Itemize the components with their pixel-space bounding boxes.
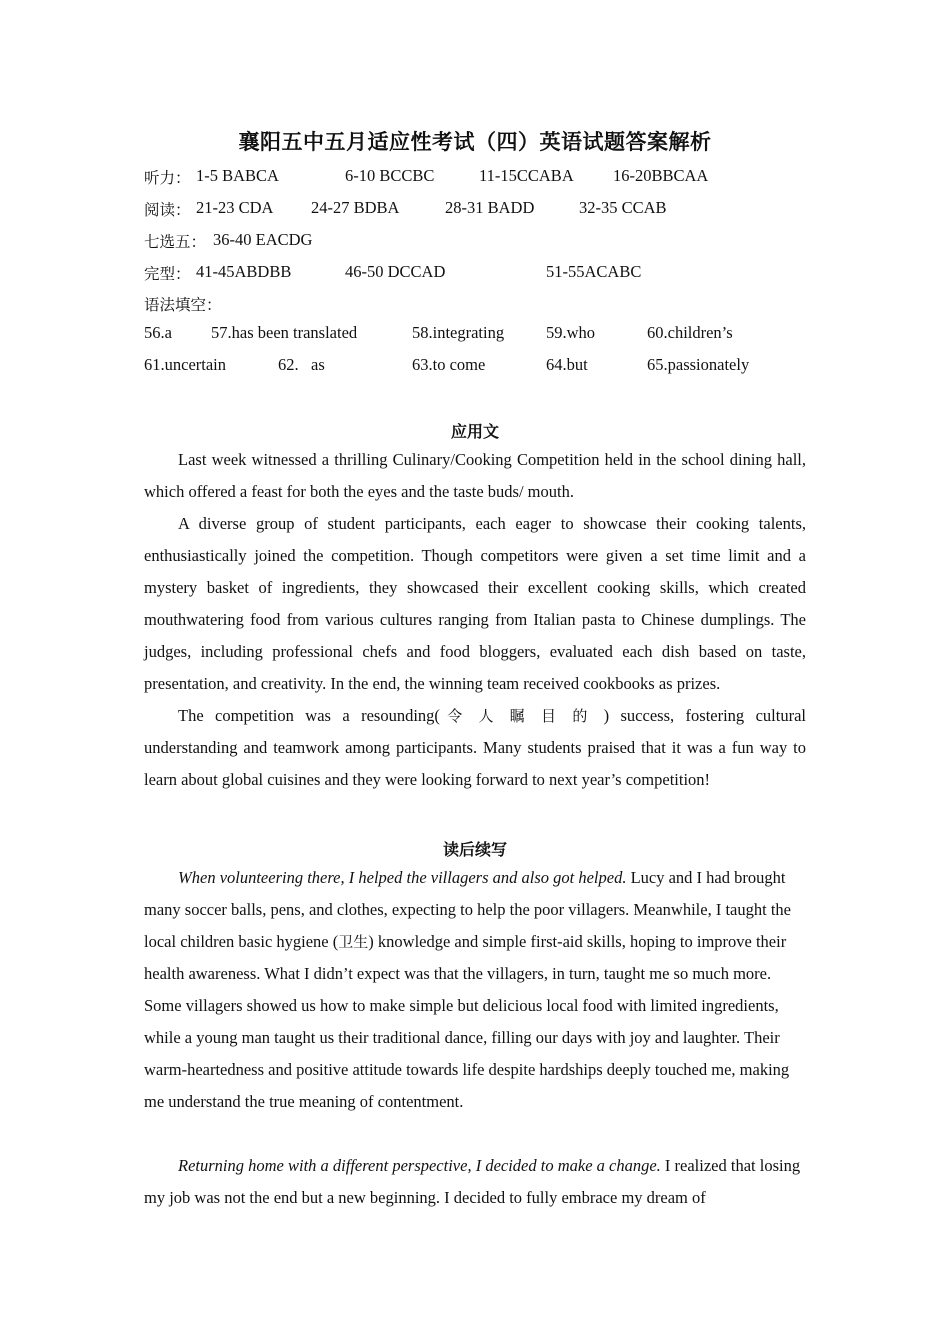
applied-writing-paragraph: Last week witnessed a thrilling Culinary/Cooking Competition held in the school dining hall, which offered a feast for both the eyes and the taste buds/ mouth. [144,450,806,501]
listening-answer: 11-15CCABA [479,166,574,185]
grammar-answers-row [144,355,806,379]
grammar-answer: 62. as [278,355,325,374]
seven-five-answer: 36-40 EACDG [213,230,313,249]
grammar-answer: 57.has been translated [211,323,358,342]
grammar-answer: 58.integrating [412,323,505,342]
paragraph-text: Lucy and I had brought many soccer balls, pens, and clothes, expecting to help the poor villagers. Meanwhile, I taught the local children basic hygiene ( [144,868,791,951]
chinese-gloss: 令人瞩目的 [439,707,604,725]
grammar-answer: 64.but [546,355,588,374]
listening-answer: 6-10 BCCBC [345,166,435,185]
grammar-label: 语法填空： [144,296,222,314]
cloze-answer: 46-50 DCCAD [345,262,446,281]
applied-writing-paragraph [144,700,806,796]
cloze-label: 完型： [144,265,191,283]
reading-answer: 32-35 CCAB [579,198,667,217]
grammar-answer: 60.children’s [647,323,733,342]
cloze-answers-row [144,262,806,286]
reading-answer: 21-23 CDA [196,198,274,217]
applied-writing-paragraph: A diverse group of student participants, each eager to showcase their cooking talents, enthusiastically joined the competition. Though competitors were given a set time limit and a mystery basket of ingredients, they showcased their excellent cooking skills, which created mouthwatering food from various cultures ranging from Italian pasta to Chinese dumplings. The judges, including professional chefs and food bloggers, evaluated each dish based on taste, presentation, and creativity. In the end, the winning team received cookbooks as prizes. [144,514,806,693]
grammar-answer: 56.a [144,323,172,342]
reading-answer: 24-27 BDBA [311,198,400,217]
reading-label: 阅读： [144,201,191,219]
grammar-answer: 65.passionately [647,355,750,374]
reading-answer: 28-31 BADD [445,198,535,217]
listening-answer: 1-5 BABCA [196,166,279,185]
page-title: 襄阳五中五月适应性考试（四）英语试题答案解析 [238,130,712,154]
grammar-answer: 61.uncertain [144,355,227,374]
continuation-paragraph [144,1150,806,1214]
cloze-answer: 41-45ABDBB [196,262,292,281]
grammar-answers-row [144,323,806,347]
opening-sentence: When volunteering there, I helped the villagers and also got helped. [178,868,627,887]
chinese-gloss: 卫生 [338,933,369,951]
seven-five-label: 七选五： [144,233,207,251]
paragraph-text: The competition was a resounding( [178,706,440,725]
cloze-answer: 51-55ACABC [546,262,642,281]
listening-label: 听力： [144,169,191,187]
seven-five-answers-row [144,230,806,254]
continuation-writing-heading: 读后续写 [442,840,507,859]
grammar-label-row [144,293,806,317]
listening-answers-row [144,166,806,190]
opening-sentence: Returning home with a different perspective, I decided to make a change. [178,1156,661,1175]
paragraph-text: ) knowledge and simple first-aid skills, hoping to improve their health awareness. What I didn’t expect was that the villagers, in turn, taught me so much more. Some villagers showed us how to make simple but delicious local food with limited ingredients, while a young man taught us their traditional dance, filling our days with joy and laughter. Their warm-heartedness and positive attitude towards life despite hardships deeply touched me, making me understand the true meaning of contentment. [144,932,790,1111]
grammar-answer: 59.who [546,323,596,342]
applied-writing-heading: 应用文 [450,422,499,441]
listening-answer: 16-20BBCAA [613,166,709,185]
continuation-paragraph [144,862,806,1118]
paragraph-text: I realized that losing my job was not the end but a new beginning. I decided to fully embrace my dream of [144,1156,801,1207]
grammar-answer: 63.to come [412,355,486,374]
reading-answers-row [144,198,806,222]
paragraph-text: ) success, fostering cultural understanding and teamwork among participants. Many students praised that it was a fun way to learn about global cuisines and they were looking forward to next year’s competition! [144,706,806,789]
